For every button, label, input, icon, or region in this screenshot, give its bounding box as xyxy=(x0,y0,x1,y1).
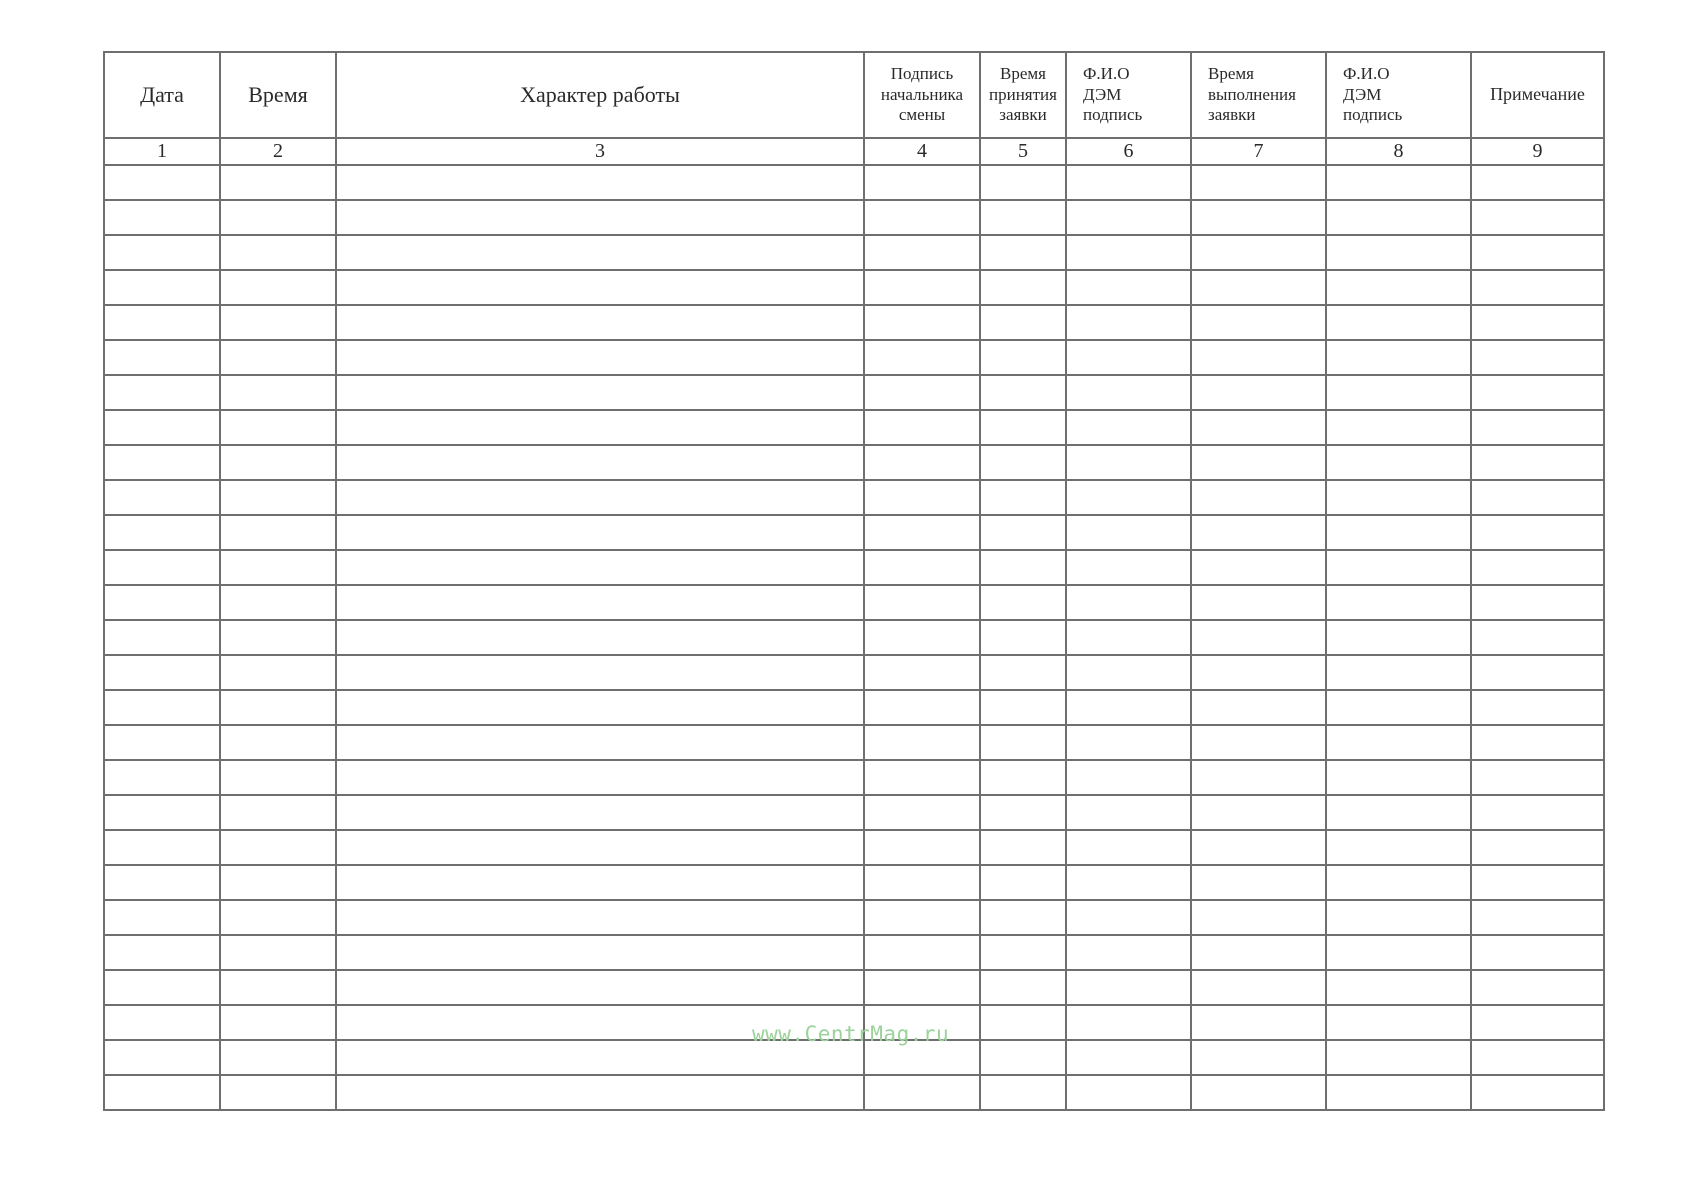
table-cell xyxy=(220,1005,336,1040)
table-cell xyxy=(1326,900,1471,935)
table-cell xyxy=(1326,865,1471,900)
table-cell xyxy=(336,480,864,515)
table-cell xyxy=(1191,690,1326,725)
table-row xyxy=(104,830,1604,865)
table-cell xyxy=(1191,550,1326,585)
table-cell xyxy=(104,655,220,690)
table-cell xyxy=(864,1075,980,1110)
table-cell xyxy=(1471,480,1604,515)
table-cell xyxy=(864,270,980,305)
table-cell xyxy=(1066,165,1191,200)
table-cell xyxy=(1326,340,1471,375)
table-cell xyxy=(1471,410,1604,445)
table-cell xyxy=(980,795,1066,830)
table-cell xyxy=(1326,1040,1471,1075)
table-cell xyxy=(220,1040,336,1075)
column-number: 4 xyxy=(864,138,980,165)
table-cell xyxy=(980,585,1066,620)
table-cell xyxy=(1066,725,1191,760)
column-number: 7 xyxy=(1191,138,1326,165)
table-cell xyxy=(980,1075,1066,1110)
header-request-complete-time: Время выполнения заявки xyxy=(1191,52,1326,138)
table-cell xyxy=(864,305,980,340)
table-cell xyxy=(980,1005,1066,1040)
table-cell xyxy=(1191,900,1326,935)
table-cell xyxy=(1191,865,1326,900)
table-cell xyxy=(1066,865,1191,900)
table-cell xyxy=(336,725,864,760)
header-request-accept-time: Время принятия заявки xyxy=(980,52,1066,138)
table-cell xyxy=(864,690,980,725)
table-cell xyxy=(220,585,336,620)
table-cell xyxy=(864,900,980,935)
header-work-type: Характер работы xyxy=(336,52,864,138)
table-cell xyxy=(864,410,980,445)
table-cell xyxy=(104,690,220,725)
table-cell xyxy=(1471,830,1604,865)
table-cell xyxy=(1191,200,1326,235)
table-cell xyxy=(864,235,980,270)
table-cell xyxy=(1471,550,1604,585)
table-cell xyxy=(336,445,864,480)
table-cell xyxy=(864,655,980,690)
table-cell xyxy=(220,725,336,760)
table-row xyxy=(104,935,1604,970)
table-cell xyxy=(864,585,980,620)
table-row xyxy=(104,865,1604,900)
table-cell xyxy=(1326,690,1471,725)
table-row xyxy=(104,655,1604,690)
table-cell xyxy=(220,690,336,725)
table-cell xyxy=(1326,1075,1471,1110)
table-cell xyxy=(104,795,220,830)
table-cell xyxy=(1326,305,1471,340)
table-cell xyxy=(336,165,864,200)
table-cell xyxy=(1326,620,1471,655)
table-cell xyxy=(104,865,220,900)
table-cell xyxy=(1326,515,1471,550)
table-cell xyxy=(1066,480,1191,515)
table-cell xyxy=(1326,655,1471,690)
table-cell xyxy=(1066,970,1191,1005)
table-row xyxy=(104,375,1604,410)
column-number: 3 xyxy=(336,138,864,165)
table-cell xyxy=(220,200,336,235)
journal-table xyxy=(103,51,1605,1111)
table-cell xyxy=(1066,585,1191,620)
table-cell xyxy=(1471,725,1604,760)
table-row xyxy=(104,725,1604,760)
table-cell xyxy=(980,550,1066,585)
table-cell xyxy=(1066,900,1191,935)
table-cell xyxy=(1191,445,1326,480)
table-cell xyxy=(220,340,336,375)
table-cell xyxy=(980,1040,1066,1075)
table-cell xyxy=(104,375,220,410)
header-shift-chief-signature: Подпись начальника смены xyxy=(864,52,980,138)
table-cell xyxy=(864,795,980,830)
table-cell xyxy=(1191,340,1326,375)
table-cell xyxy=(1326,935,1471,970)
table-cell xyxy=(980,620,1066,655)
table-cell xyxy=(104,830,220,865)
table-cell xyxy=(1471,935,1604,970)
table-cell xyxy=(1326,585,1471,620)
table-cell xyxy=(1191,375,1326,410)
table-cell xyxy=(1191,1005,1326,1040)
table-cell xyxy=(864,375,980,410)
table-cell xyxy=(336,655,864,690)
table-cell xyxy=(1066,270,1191,305)
table-cell xyxy=(1191,935,1326,970)
table-cell xyxy=(220,935,336,970)
table-cell xyxy=(1066,655,1191,690)
table-row xyxy=(104,200,1604,235)
table-cell xyxy=(220,795,336,830)
column-number: 6 xyxy=(1066,138,1191,165)
table-cell xyxy=(1066,515,1191,550)
table-cell xyxy=(1471,795,1604,830)
table-cell xyxy=(220,865,336,900)
table-cell xyxy=(1471,865,1604,900)
header-time: Время xyxy=(220,52,336,138)
table-cell xyxy=(104,585,220,620)
table-cell xyxy=(1066,1075,1191,1110)
header-date: Дата xyxy=(104,52,220,138)
table-cell xyxy=(1326,970,1471,1005)
table-cell xyxy=(220,655,336,690)
table-cell xyxy=(104,410,220,445)
table-cell xyxy=(336,970,864,1005)
journal-body xyxy=(104,165,1604,1110)
table-cell xyxy=(1066,410,1191,445)
table-cell xyxy=(980,270,1066,305)
header-electrician-name-signature-2: Ф.И.О ДЭМ подпись xyxy=(1326,52,1471,138)
table-row xyxy=(104,1075,1604,1110)
table-cell xyxy=(1326,1005,1471,1040)
table-cell xyxy=(336,795,864,830)
table-cell xyxy=(336,935,864,970)
table-cell xyxy=(104,235,220,270)
table-row xyxy=(104,690,1604,725)
table-row xyxy=(104,585,1604,620)
table-cell xyxy=(980,865,1066,900)
table-cell xyxy=(1066,795,1191,830)
table-cell xyxy=(1191,305,1326,340)
table-cell xyxy=(864,760,980,795)
table-cell xyxy=(336,270,864,305)
table-cell xyxy=(1066,1005,1191,1040)
table-cell xyxy=(980,480,1066,515)
table-cell xyxy=(1326,165,1471,200)
table-cell xyxy=(104,935,220,970)
column-number: 1 xyxy=(104,138,220,165)
table-cell xyxy=(864,970,980,1005)
table-cell xyxy=(104,445,220,480)
table-cell xyxy=(1471,900,1604,935)
table-cell xyxy=(1471,165,1604,200)
table-cell xyxy=(1471,340,1604,375)
table-cell xyxy=(220,515,336,550)
table-cell xyxy=(1191,970,1326,1005)
table-cell xyxy=(1066,340,1191,375)
table-row xyxy=(104,480,1604,515)
table-cell xyxy=(1191,655,1326,690)
table-cell xyxy=(220,620,336,655)
table-cell xyxy=(980,970,1066,1005)
table-row xyxy=(104,165,1604,200)
table-cell xyxy=(1326,550,1471,585)
table-cell xyxy=(104,200,220,235)
table-cell xyxy=(980,235,1066,270)
table-cell xyxy=(336,550,864,585)
table-cell xyxy=(104,1040,220,1075)
table-cell xyxy=(220,550,336,585)
table-cell xyxy=(336,585,864,620)
table-cell xyxy=(1471,235,1604,270)
table-row xyxy=(104,340,1604,375)
table-cell xyxy=(980,760,1066,795)
journal-form xyxy=(103,51,1605,1111)
table-cell xyxy=(980,900,1066,935)
table-cell xyxy=(1471,445,1604,480)
table-cell xyxy=(1191,480,1326,515)
watermark: www.CentrMag.ru xyxy=(752,1022,950,1046)
table-cell xyxy=(336,690,864,725)
column-number: 5 xyxy=(980,138,1066,165)
header-electrician-name-signature: Ф.И.О ДЭМ подпись xyxy=(1066,52,1191,138)
column-number: 2 xyxy=(220,138,336,165)
table-cell xyxy=(864,200,980,235)
table-cell xyxy=(220,480,336,515)
table-cell xyxy=(220,235,336,270)
table-cell xyxy=(220,900,336,935)
table-cell xyxy=(104,165,220,200)
table-cell xyxy=(864,445,980,480)
table-cell xyxy=(1326,830,1471,865)
table-cell xyxy=(980,375,1066,410)
table-cell xyxy=(1066,200,1191,235)
table-cell xyxy=(1326,270,1471,305)
table-cell xyxy=(104,1075,220,1110)
table-cell xyxy=(1326,760,1471,795)
table-cell xyxy=(1191,270,1326,305)
table-cell xyxy=(1191,1075,1326,1110)
table-cell xyxy=(336,620,864,655)
table-cell xyxy=(1471,620,1604,655)
table-cell xyxy=(104,515,220,550)
table-cell xyxy=(864,340,980,375)
column-number: 8 xyxy=(1326,138,1471,165)
table-row xyxy=(104,305,1604,340)
table-row xyxy=(104,235,1604,270)
table-cell xyxy=(336,1075,864,1110)
table-row xyxy=(104,445,1604,480)
table-cell xyxy=(1471,1040,1604,1075)
table-cell xyxy=(336,375,864,410)
table-cell xyxy=(336,200,864,235)
table-cell xyxy=(1191,830,1326,865)
table-cell xyxy=(1066,760,1191,795)
table-cell xyxy=(864,935,980,970)
table-cell xyxy=(1191,1040,1326,1075)
table-cell xyxy=(1326,235,1471,270)
table-cell xyxy=(980,445,1066,480)
table-cell xyxy=(864,480,980,515)
table-cell xyxy=(220,165,336,200)
table-cell xyxy=(1326,200,1471,235)
table-cell xyxy=(1066,235,1191,270)
table-cell xyxy=(1066,550,1191,585)
table-cell xyxy=(220,375,336,410)
table-cell xyxy=(220,270,336,305)
table-cell xyxy=(104,480,220,515)
table-cell xyxy=(104,900,220,935)
table-cell xyxy=(980,515,1066,550)
table-row xyxy=(104,550,1604,585)
table-cell xyxy=(1471,1075,1604,1110)
table-cell xyxy=(220,970,336,1005)
table-row xyxy=(104,900,1604,935)
table-cell xyxy=(1066,305,1191,340)
table-cell xyxy=(1471,200,1604,235)
table-cell xyxy=(220,305,336,340)
table-cell xyxy=(1326,725,1471,760)
table-row xyxy=(104,970,1604,1005)
table-cell xyxy=(336,865,864,900)
table-row xyxy=(104,760,1604,795)
table-cell xyxy=(1191,725,1326,760)
table-row xyxy=(104,270,1604,305)
table-cell xyxy=(980,935,1066,970)
table-cell xyxy=(1066,445,1191,480)
table-cell xyxy=(336,515,864,550)
table-cell xyxy=(864,165,980,200)
table-cell xyxy=(220,1075,336,1110)
table-row xyxy=(104,515,1604,550)
table-cell xyxy=(104,340,220,375)
table-cell xyxy=(104,305,220,340)
table-row xyxy=(104,620,1604,655)
table-cell xyxy=(1191,515,1326,550)
table-cell xyxy=(104,760,220,795)
table-cell xyxy=(1471,1005,1604,1040)
table-cell xyxy=(1191,410,1326,445)
table-cell xyxy=(1191,235,1326,270)
table-cell xyxy=(1066,1040,1191,1075)
table-cell xyxy=(1471,515,1604,550)
table-cell xyxy=(1471,585,1604,620)
table-cell xyxy=(1326,445,1471,480)
table-cell xyxy=(104,725,220,760)
table-cell xyxy=(104,1005,220,1040)
table-cell xyxy=(220,760,336,795)
table-cell xyxy=(864,515,980,550)
table-cell xyxy=(864,550,980,585)
table-cell xyxy=(336,830,864,865)
table-cell xyxy=(1471,270,1604,305)
table-cell xyxy=(980,830,1066,865)
table-cell xyxy=(980,340,1066,375)
table-cell xyxy=(1471,690,1604,725)
table-cell xyxy=(1326,410,1471,445)
table-cell xyxy=(104,550,220,585)
header-note: Примечание xyxy=(1471,52,1604,138)
table-cell xyxy=(1471,760,1604,795)
table-cell xyxy=(864,725,980,760)
table-cell xyxy=(1326,480,1471,515)
table-cell xyxy=(104,970,220,1005)
table-cell xyxy=(864,620,980,655)
table-cell xyxy=(220,445,336,480)
table-cell xyxy=(1191,795,1326,830)
table-cell xyxy=(980,305,1066,340)
table-cell xyxy=(1066,830,1191,865)
table-cell xyxy=(864,830,980,865)
table-cell xyxy=(1191,585,1326,620)
table-cell xyxy=(220,410,336,445)
table-cell xyxy=(336,410,864,445)
table-cell xyxy=(1471,655,1604,690)
table-cell xyxy=(1326,795,1471,830)
table-cell xyxy=(104,270,220,305)
table-cell xyxy=(864,865,980,900)
column-number: 9 xyxy=(1471,138,1604,165)
table-row xyxy=(104,795,1604,830)
table-cell xyxy=(980,655,1066,690)
table-cell xyxy=(1326,375,1471,410)
table-cell xyxy=(980,725,1066,760)
table-cell xyxy=(336,340,864,375)
table-cell xyxy=(980,200,1066,235)
table-cell xyxy=(1066,935,1191,970)
table-row xyxy=(104,410,1604,445)
table-cell xyxy=(1066,375,1191,410)
table-cell xyxy=(980,410,1066,445)
table-cell xyxy=(336,305,864,340)
table-cell xyxy=(1471,970,1604,1005)
column-number-row xyxy=(104,138,1604,165)
table-cell xyxy=(220,830,336,865)
table-cell xyxy=(104,620,220,655)
header-row xyxy=(104,52,1604,138)
table-cell xyxy=(1191,620,1326,655)
table-cell xyxy=(980,165,1066,200)
table-cell xyxy=(1066,690,1191,725)
table-cell xyxy=(1471,305,1604,340)
table-cell xyxy=(980,690,1066,725)
table-cell xyxy=(1191,760,1326,795)
table-cell xyxy=(1191,165,1326,200)
table-cell xyxy=(1471,375,1604,410)
table-cell xyxy=(1066,620,1191,655)
table-cell xyxy=(336,235,864,270)
table-cell xyxy=(336,760,864,795)
table-cell xyxy=(336,900,864,935)
